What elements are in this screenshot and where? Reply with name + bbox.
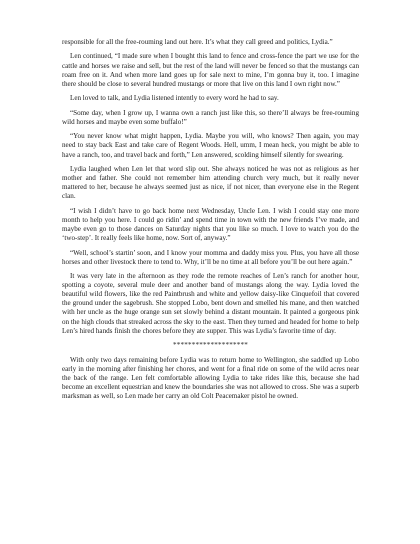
paragraph-10: With only two days remaining before Lydia was to return home to Wellington, she saddled up Lobo early in the morning after finishing her chores, and went for a final ride on some of the wild acres near the back of the range. Len felt comfortable allowing Lydia to take rides like this, because she had become an excellent equestrian and knew the boundaries she was not allowed to cross. She was a superb marksman as well, so Len made her carry an old Colt Peacemaker pistol he owned. [62, 355, 359, 400]
paragraph-5: “You never know what might happen, Lydia. Maybe you will, who knows? Then again, you may need to stay back East and take care of Regent Woods. Hell, umm, I mean heck, you might be able to have a ranch, too, and travel back and forth,” Len answered, scolding himself silently for swearing. [62, 132, 359, 159]
section-divider: ******************** [173, 341, 248, 350]
paragraph-2: Len continued, “I made sure when I bought this land to fence and cross-fence the part we use for the cattle and horses we raise and sell, but the rest of the land will never be fenced so that the mustangs can roam free on it. And when more land goes up for sale next to mine, I’m gonna buy it, too. I imagine there should be close to several hundred mustangs or more that live on this land I own right now.” [62, 52, 359, 88]
paragraph-6: Lydia laughed when Len let that word slip out. She always noticed he was not as religious as her mother and father. She could not remember him attending church very much, but it really never mattered to her, because he always seemed just as nice, if not nicer, than everyone else in the Regent clan. [62, 164, 359, 201]
paragraph-7: “I wish I didn’t have to go back home next Wednesday, Uncle Len. I wish I could stay one more month to help you here. I could go ridin’ and spend time in town with the new friends I’ve made, and maybe even go to those dances on Saturday nights that you like so much. I love to watch you do the ‘two-step’. It really feels like home, now. Sort of, anyway.” [62, 206, 359, 243]
paragraph-9: It was very late in the afternoon as they rode the remote reaches of Len’s ranch for another hour, spotting a coyote, several mule deer and another band of mustangs along the way. Lydia loved the beautiful wild flowers, like the red Paintbrush and white and yellow daisy-like Cinquefoil that covered the ground under the sagebrush. She stopped Lobo, bent down and smelled his mane, and then watched with her uncle as the huge orange sun set slowly behind a distant mountain. It painted a gorgeous pink on the high clouds that streaked across the sky to the east. Then they turned and headed for home to help Len’s hired hands finish the chores before they ate supper. This was Lydia’s favorite time of day. [62, 272, 359, 335]
document-page [62, 38, 359, 406]
paragraph-1: responsible for all the free-rouming land out here. It’s what they call greed and politics, Lydia.” [62, 38, 333, 46]
paragraph-4: “Some day, when I grow up, I wanna own a ranch just like this, so there’ll always be free-rouming wild horses and maybe even some buffalo!” [62, 108, 359, 126]
paragraph-8: “Well, school’s startin’ soon, and I know your momma and daddy miss you. Plus, you have all those horses and other livestock there to tend to. Why, it’ll be no time at all before you’ll be out here again.” [62, 248, 359, 266]
paragraph-3: Len loved to talk, and Lydia listened intently to every word he had to say. [70, 94, 279, 103]
